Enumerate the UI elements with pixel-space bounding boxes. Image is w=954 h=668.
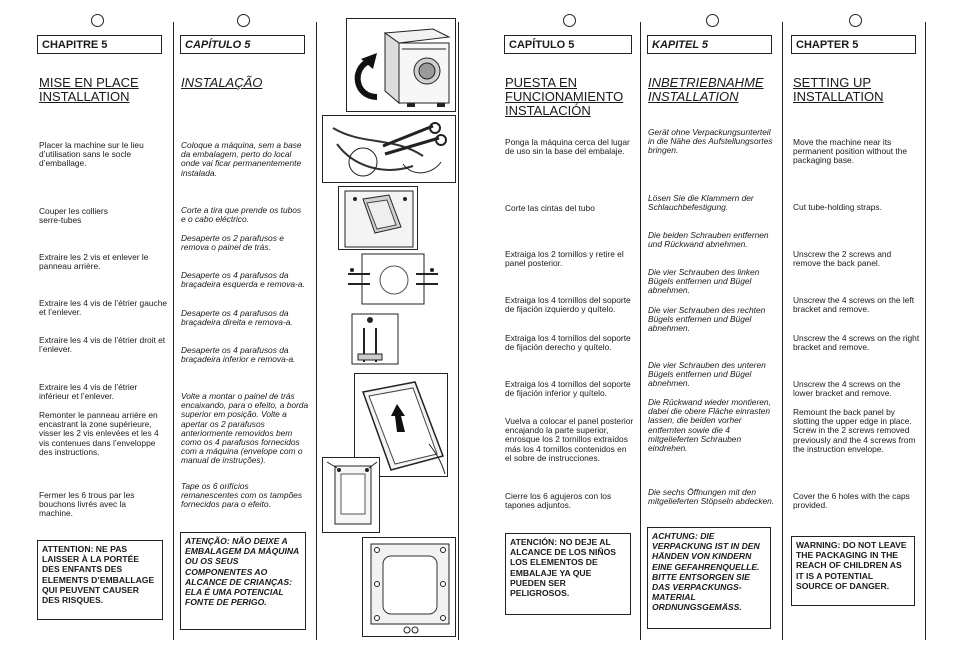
illustration-cutting-straps xyxy=(322,115,456,183)
step-refit-back-panel: Volte a montar o painel de trás encaixando, para o efeito, a borda superior em posição. Volte a apertar os 2 parafusos anteriormente removidos bem como os 4 parafusos fornecidos com a máquina (envelope com o manual de instruções). xyxy=(181,391,309,466)
step-place-machine: Ponga la máquina cerca del lugar de uso sin la base del embalaje. xyxy=(505,137,630,157)
step-remove-lower-bracket: Extraire les 4 vis de l’étrier inférieur et l’enlever. xyxy=(39,382,138,402)
step-refit-back-panel: Remonter le panneau arrière en encastrant la zone supérieure, visser les 2 vis enlevées et les 4 vis contenues dans l’enveloppe des instructions. xyxy=(39,410,159,457)
step-remove-lower-bracket: Unscrew the 4 screws on the lower bracket and remove. xyxy=(793,379,901,399)
warning-box: ATTENTION: NE PAS LAISSER À LA PORTÉE DES ENFANTS DES ELEMENTS D’EMBALLAGE QUI PEUVENT CAUSER DES RISQUES. xyxy=(37,540,163,620)
step-remove-lower-bracket: Die vier Schrauben des unteren Bügels entfernen und Bügel abnehmen. xyxy=(648,360,766,389)
language-marker-circle xyxy=(237,14,250,27)
step-remove-back-panel: Die beiden Schrauben entfernen und Rückwand abnehmen. xyxy=(648,230,769,250)
section-title: INBETRIEBNAHME INSTALLATION xyxy=(648,75,764,104)
step-remove-back-panel: Extraiga los 2 tornillos y retire el panel posterior. xyxy=(505,249,624,269)
warning-box: ACHTUNG: DIE VERPACKUNG IST IN DEN HÄNDEN VON KINDERN EINE GEFAHRENQUELLE. BITTE ENTSORGEN SIE DAS VERPACKUNGS-MATERIAL ORDNUNGSGEMÄSS. xyxy=(647,527,771,629)
step-remove-left-bracket: Extraire les 4 vis de l’étrier gauche et l’enlever. xyxy=(39,298,168,318)
step-cut-straps: Lösen Sie die Klammern der Schlauchbefestigung. xyxy=(648,193,754,213)
column-divider xyxy=(316,22,317,640)
chapter-heading: CAPÍTULO 5 xyxy=(180,35,305,54)
step-refit-back-panel: Remount the back panel by slotting the upper edge in place. Screw in the 2 screws removed previously and the 4 screws from the instruction envelope. xyxy=(793,407,916,454)
step-cut-straps: Corte a tira que prende os tubos e o cabo eléctrico. xyxy=(181,205,302,225)
step-remove-right-bracket: Die vier Schrauben des rechten Bügels entfernen und Bügel abnehmen. xyxy=(648,305,766,334)
illustration-screwing-back-panel xyxy=(322,457,380,533)
step-remove-right-bracket: Unscrew the 4 screws on the right bracket and remove. xyxy=(793,333,920,353)
column-divider xyxy=(640,22,641,640)
step-place-machine: Move the machine near its permanent position without the packaging base. xyxy=(793,137,908,166)
step-fit-caps: Cover the 6 holes with the caps provided. xyxy=(793,491,910,511)
language-marker-circle xyxy=(91,14,104,27)
chapter-heading: CHAPTER 5 xyxy=(791,35,916,54)
step-remove-lower-bracket: Desaperte os 4 parafusos da braçadeira inferior e remova-a. xyxy=(181,345,296,365)
step-remove-right-bracket: Extraiga los 4 tornillos del soporte de fijación derecho y quítelo. xyxy=(505,333,631,353)
language-marker-circle xyxy=(849,14,862,27)
section-title: MISE EN PLACE INSTALLATION xyxy=(39,75,139,104)
step-remove-left-bracket: Die vier Schrauben des linken Bügels entfernen und Bügel abnehmen. xyxy=(648,267,760,296)
warning-box: ATENCIÓN: NO DEJE AL ALCANCE DE LOS NIÑOS LOS ELEMENTOS DE EMBALAJE YA QUE PUEDEN SER PELIGROSOS. xyxy=(505,533,631,615)
step-fit-caps: Tape os 6 orifícios remanescentes com os tampões fornecidos para o efeito. xyxy=(181,481,303,510)
step-refit-back-panel: Vuelva a colocar el panel posterior encajando la parte superior, enrosque los 2 tornillos extraídos más los 4 tornillos contenidos en el sobre de instrucciones. xyxy=(505,416,634,463)
step-fit-caps: Die sechs Öffnungen mit den mitgelieferten Stöpseln abdecken. xyxy=(648,487,775,507)
column-divider xyxy=(173,22,174,640)
section-title: PUESTA EN FUNCIONAMIENTO INSTALACIÓN xyxy=(505,75,624,118)
chapter-heading: CAPÍTULO 5 xyxy=(504,35,632,54)
section-title: INSTALAÇÃO xyxy=(181,75,263,90)
illustration-machine-off-base xyxy=(346,18,456,112)
illustration-fitting-hole-caps xyxy=(362,537,456,637)
step-remove-right-bracket: Extraire les 4 vis de l’étrier droit et l’enlever. xyxy=(39,335,166,355)
illustration-removing-side-brackets xyxy=(344,250,440,308)
step-place-machine: Coloque a máquina, sem a base da embalagem, perto do local onde vai ficar permanentemente instalada. xyxy=(181,140,302,178)
step-remove-right-bracket: Desaperte os 4 parafusos da braçadeira direita e remova-a. xyxy=(181,308,293,328)
step-place-machine: Placer la machine sur le lieu d’utilisation sans le socle d’emballage. xyxy=(39,140,144,169)
step-cut-straps: Couper les colliers serre-tubes xyxy=(39,206,108,226)
step-fit-caps: Fermer les 6 trous par les bouchons livrés avec la machine. xyxy=(39,490,135,519)
step-remove-back-panel: Unscrew the 2 screws and remove the back panel. xyxy=(793,249,892,269)
warning-box: ATENÇÃO: NÃO DEIXE A EMBALAGEM DA MÁQUINA OU OS SEUS COMPONENTES AO ALCANCE DE CRIANÇAS: ELA É UMA POTENCIAL FONTE DE PERIGO. xyxy=(180,532,306,630)
step-cut-straps: Corte las cintas del tubo xyxy=(505,203,595,213)
step-refit-back-panel: Die Rückwand wieder montieren, dabei die obere Fläche einrasten lassen, die beiden vorher entfernten sowie die 4 mitgelieferten Schrauben eindrehen. xyxy=(648,397,771,454)
column-divider xyxy=(782,22,783,640)
step-fit-caps: Cierre los 6 agujeros con los tapones adjuntos. xyxy=(505,491,612,511)
language-marker-circle xyxy=(706,14,719,27)
step-cut-straps: Cut tube-holding straps. xyxy=(793,202,882,212)
step-remove-left-bracket: Desaperte os 4 parafusos da braçadeira esquerda e remova-a. xyxy=(181,270,305,290)
chapter-heading: CHAPITRE 5 xyxy=(37,35,162,54)
illustration-removing-back-panel xyxy=(338,186,418,250)
step-remove-back-panel: Desaperte os 2 parafusos e remova o painel de trás. xyxy=(181,233,284,253)
illustration-removing-lower-bracket xyxy=(344,308,404,372)
step-remove-left-bracket: Extraiga los 4 tornillos del soporte de fijación izquierdo y quítelo. xyxy=(505,295,631,315)
chapter-heading: KAPITEL 5 xyxy=(647,35,772,54)
step-remove-left-bracket: Unscrew the 4 screws on the left bracket and remove. xyxy=(793,295,915,315)
step-remove-lower-bracket: Extraiga los 4 tornillos del soporte de fijación inferior y quítelo. xyxy=(505,379,631,399)
warning-box: WARNING: DO NOT LEAVE THE PACKAGING IN THE REACH OF CHILDREN AS IT IS A POTENTIAL SOURCE OF DANGER. xyxy=(791,536,915,606)
section-title: SETTING UP INSTALLATION xyxy=(793,75,884,104)
column-divider xyxy=(925,22,926,640)
column-divider xyxy=(458,22,459,640)
step-remove-back-panel: Extraire les 2 vis et enlever le panneau arrière. xyxy=(39,252,149,272)
language-marker-circle xyxy=(563,14,576,27)
step-place-machine: Gerät ohne Verpackungsunterteil in die Nähe des Aufstellungsortes bringen. xyxy=(648,127,773,156)
